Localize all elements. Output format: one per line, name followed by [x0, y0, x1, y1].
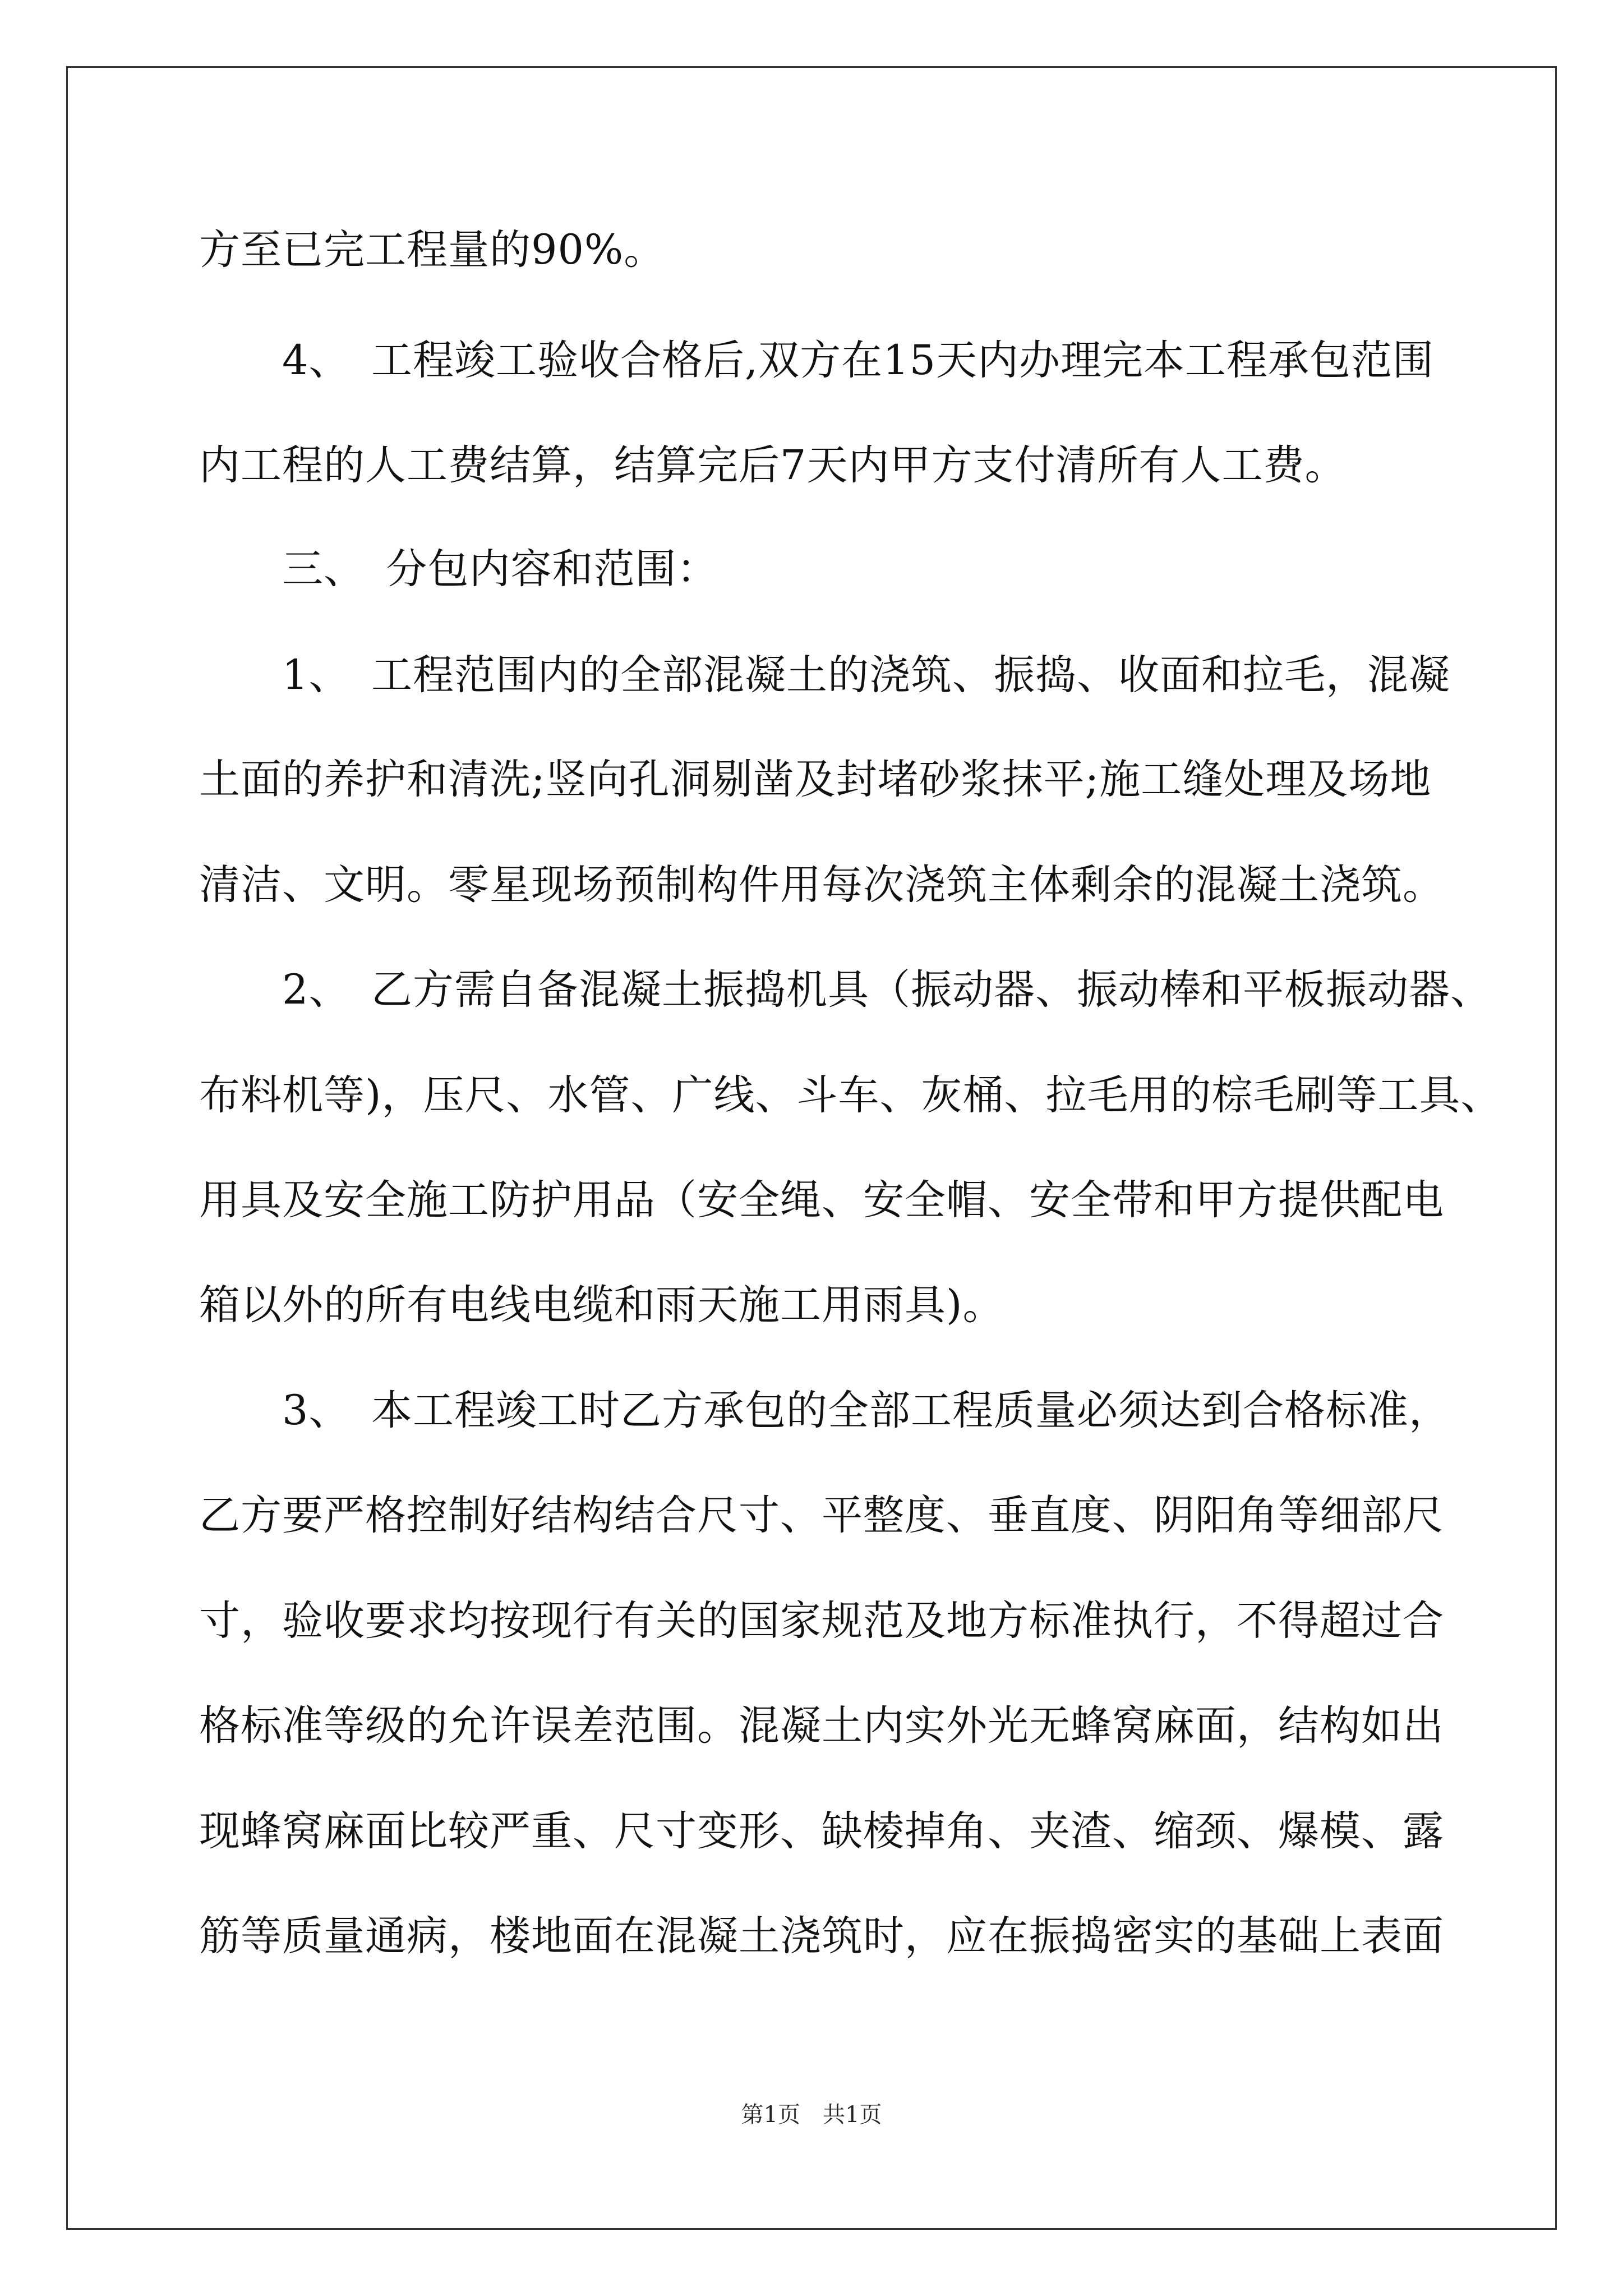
page-border [66, 66, 1557, 2230]
paragraph-line: 2、 乙方需自备混凝土振捣机具（振动器、振动棒和平板振动器、 [199, 966, 1492, 1014]
paragraph-line: 土面的养护和清洗;竖向孔洞剔凿及封堵砂浆抹平;施工缝处理及场地 [199, 756, 1432, 803]
paragraph-line: 三、 分包内容和范围： [199, 545, 718, 593]
paragraph-line: 布料机等)，压尺、水管、广线、斗车、灰桶、拉毛用的棕毛刷等工具、 [199, 1071, 1502, 1119]
paragraph-line: 乙方要严格控制好结构结合尺寸、平整度、垂直度、阴阳角等细部尺 [199, 1492, 1444, 1539]
paragraph-line: 筋等质量通病，楼地面在混凝土浇筑时，应在振捣密实的基础上表面 [199, 1912, 1444, 1960]
paragraph-line: 用具及安全施工防护用品（安全绳、安全帽、安全带和甲方提供配电 [199, 1176, 1444, 1224]
paragraph-line: 现蜂窝麻面比较严重、尺寸变形、缺棱掉角、夹渣、缩颈、爆模、露 [199, 1807, 1444, 1855]
paragraph-line: 箱以外的所有电线电缆和雨天施工用雨具)。 [199, 1281, 1004, 1329]
paragraph-line: 方至已完工程量的90%。 [199, 226, 666, 274]
paragraph-line: 清洁、文明。零星现场预制构件用每次浇筑主体剩余的混凝土浇筑。 [199, 861, 1444, 909]
paragraph-line: 1、 工程范围内的全部混凝土的浇筑、振捣、收面和拉毛，混凝 [199, 651, 1450, 699]
paragraph-line: 格标准等级的允许误差范围。混凝土内实外光无蜂窝麻面，结构如出 [199, 1702, 1444, 1750]
page-footer: 第1页 共1页 [741, 2102, 882, 2128]
paragraph-line: 4、 工程竣工验收合格后,双方在15天内办理完本工程承包范围 [199, 337, 1435, 384]
paragraph-line: 寸，验收要求均按现行有关的国家规范及地方标准执行，不得超过合 [199, 1597, 1444, 1645]
paragraph-line: 3、 本工程竣工时乙方承包的全部工程质量必须达到合格标准， [199, 1387, 1450, 1434]
paragraph-line: 内工程的人工费结算，结算完后7天内甲方支付清所有人工费。 [199, 441, 1347, 489]
